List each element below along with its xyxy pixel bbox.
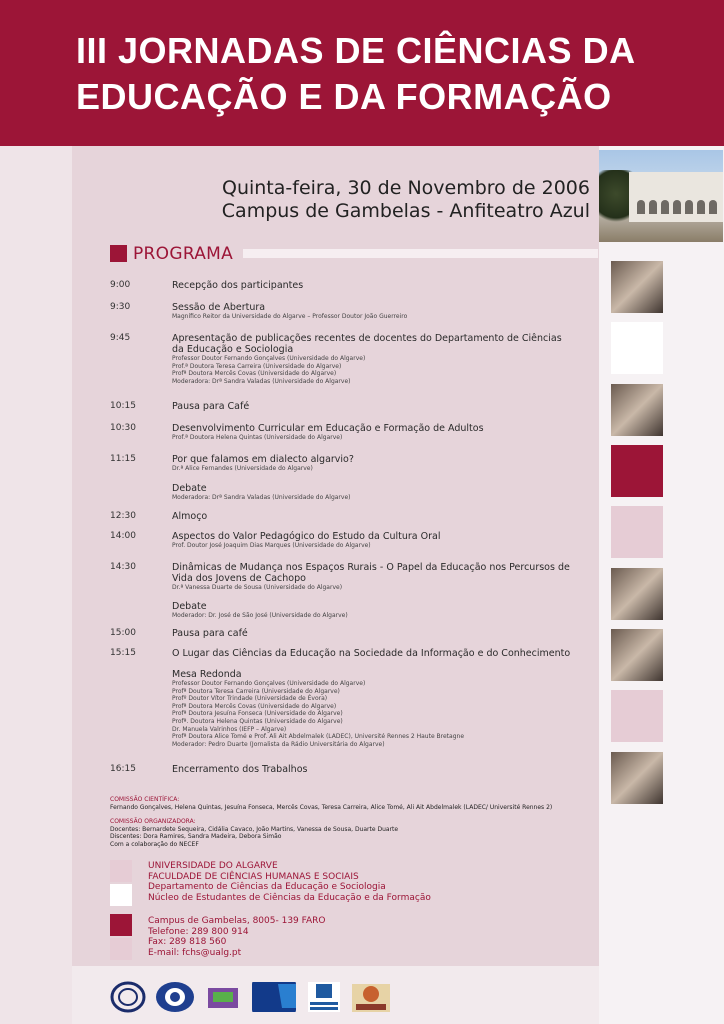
schedule-detail: Dr. Manuela Valrinhos (IEFP – Algarve) bbox=[172, 725, 287, 733]
thumbnail-white bbox=[611, 322, 663, 374]
logo-icon bbox=[252, 980, 296, 1014]
color-square bbox=[110, 884, 132, 906]
organizing-heading: COMISSÃO ORGANIZADORA: bbox=[110, 818, 196, 825]
schedule-title: Apresentação de publicações recentes de docentes do Departamento de Ciências da Educação e Sociologia bbox=[172, 333, 562, 355]
schedule-title: Recepção dos participantes bbox=[172, 280, 304, 291]
schedule-time: 15:15 bbox=[110, 648, 136, 658]
thumbnail-photo bbox=[611, 261, 663, 313]
schedule-time: 14:00 bbox=[110, 531, 136, 541]
title-line-2: EDUCAÇÃO E DA FORMAÇÃO bbox=[76, 76, 612, 117]
schedule-title: Aspectos do Valor Pedagógico do Estudo da Cultura Oral bbox=[172, 531, 441, 542]
thumbnail-pink bbox=[611, 690, 663, 742]
schedule-time: 15:00 bbox=[110, 628, 136, 638]
schedule-detail: Magnífico Reitor da Universidade do Algarve – Professor Doutor João Guerreiro bbox=[172, 313, 408, 320]
page-title bbox=[76, 28, 636, 120]
schedule-time: 16:15 bbox=[110, 764, 136, 774]
organizing-line: Docentes: Bernardete Sequeira, Cidália Cavaco, João Martins, Vanessa de Sousa, Duarte Duarte bbox=[110, 825, 399, 833]
schedule-title: Mesa Redonda bbox=[172, 669, 242, 680]
color-square bbox=[110, 860, 132, 882]
schedule-title: Sessão de Abertura bbox=[172, 302, 266, 313]
schedule-title: Por que falamos em dialecto algarvio? bbox=[172, 454, 354, 465]
schedule-title: O Lugar das Ciências da Educação na Sociedade da Informação e do Conhecimento bbox=[172, 648, 571, 659]
institution-info bbox=[148, 861, 431, 903]
logo-icon bbox=[205, 980, 241, 1014]
student-association: Núcleo de Estudantes de Ciências da Educação e da Formação bbox=[148, 892, 431, 903]
campus-photo bbox=[599, 150, 723, 242]
schedule-detail: Profª Doutora Mercês Covas (Universidade do Algarve) bbox=[172, 370, 337, 378]
thumbnail-accent bbox=[611, 445, 663, 497]
scientific-committee bbox=[110, 796, 552, 811]
schedule-time: 11:15 bbox=[110, 454, 136, 464]
schedule-title: Desenvolvimento Curricular em Educação e Formação de Adultos bbox=[172, 423, 484, 434]
event-venue: Campus de Gambelas - Anfiteatro Azul bbox=[221, 200, 590, 222]
section-divider bbox=[243, 249, 598, 258]
schedule-time: 9:45 bbox=[110, 333, 131, 343]
title-line-1: III JORNADAS DE CIÊNCIAS DA bbox=[76, 30, 636, 71]
left-band bbox=[0, 146, 72, 1024]
schedule-detail: Prof. Doutor José Joaquim Dias Marques (Universidade do Algarve) bbox=[172, 542, 371, 549]
schedule-title: Encerramento dos Trabalhos bbox=[172, 764, 308, 775]
contact-info bbox=[148, 916, 325, 958]
schedule-detail: Moderador: Dr. José de São José (Universidade do Algarve) bbox=[172, 612, 348, 619]
schedule-detail: Profª. Doutora Helena Quintas (Universidade do Algarve) bbox=[172, 717, 343, 725]
schedule-detail: Profª Doutora Jesuína Fonseca (Universidade do Algarve) bbox=[172, 710, 343, 718]
schedule-detail: Prof.ª Doutora Helena Quintas (Universidade do Algarve) bbox=[172, 434, 343, 441]
thumbnail-photo bbox=[611, 568, 663, 620]
logo-icon bbox=[110, 980, 146, 1014]
university-name: UNIVERSIDADE DO ALGARVE bbox=[148, 861, 278, 871]
schedule-detail: Profª Doutora Mercês Covas (Universidade do Algarve) bbox=[172, 702, 337, 710]
scientific-heading: COMISSÃO CIENTÍFICA: bbox=[110, 796, 180, 803]
contact-address: Campus de Gambelas, 8005- 139 FARO bbox=[148, 916, 326, 926]
faculty-name: FACULDADE DE CIÊNCIAS HUMANAS E SOCIAIS bbox=[148, 871, 359, 882]
schedule-detail: Moderadora: Drª Sandra Valadas (Universidade do Algarve) bbox=[172, 377, 351, 385]
thumbnail-photo bbox=[611, 384, 663, 436]
schedule-title: Pausa para Café bbox=[172, 401, 250, 412]
department-name: Departamento de Ciências da Educação e Sociologia bbox=[148, 882, 386, 892]
logo-icon bbox=[350, 980, 392, 1014]
organizing-line: Discentes: Dora Ramires, Sandra Madeira, Debora Simão bbox=[110, 833, 282, 840]
schedule-time: 9:30 bbox=[110, 302, 131, 312]
schedule-time: 14:30 bbox=[110, 562, 136, 572]
schedule-detail: Profª Doutora Teresa Carreira (Universidade do Algarve) bbox=[172, 687, 340, 695]
schedule-time: 12:30 bbox=[110, 511, 136, 521]
schedule-time: 9:00 bbox=[110, 280, 131, 290]
scientific-members: Fernando Gonçalves, Helena Quintas, Jesuína Fonseca, Mercês Covas, Teresa Carreira, Alice Tomé, Ali Ait Abdelmalek (LADEC/ Université Rennes 2) bbox=[110, 803, 553, 811]
event-info bbox=[140, 177, 590, 223]
schedule-time: 10:30 bbox=[110, 423, 136, 433]
schedule-time: 10:15 bbox=[110, 401, 136, 411]
contact-phone: Telefone: 289 800 914 bbox=[148, 926, 249, 937]
contact-email[interactable]: E-mail: fchs@ualg.pt bbox=[148, 947, 242, 958]
logo-icon bbox=[155, 980, 195, 1014]
thumbnail-photo bbox=[611, 752, 663, 804]
logo-icon bbox=[306, 980, 342, 1014]
schedule-title: Debate bbox=[172, 601, 207, 612]
schedule-detail: Profª Doutora Alice Tomé e Prof. Ali Ait Abdelmalek (LADEC), Université Rennes 2 Haute Bretagne bbox=[172, 733, 465, 741]
color-square bbox=[110, 938, 132, 960]
schedule-title: Debate bbox=[172, 483, 207, 494]
schedule-detail: Professor Doutor Fernando Gonçalves (Universidade do Algarve) bbox=[172, 680, 366, 687]
schedule-detail: Dr.ª Vanessa Duarte de Sousa (Universidade do Algarve) bbox=[172, 584, 343, 591]
thumbnail-photo bbox=[611, 629, 663, 681]
section-title: PROGRAMA bbox=[133, 244, 234, 264]
schedule-detail: Professor Doutor Fernando Gonçalves (Universidade do Algarve) bbox=[172, 355, 366, 362]
section-marker bbox=[110, 245, 127, 262]
schedule-detail: Moderador: Pedro Duarte (Jornalista da Rádio Universitária do Algarve) bbox=[172, 740, 385, 748]
schedule-detail: Profº Doutor Vítor Trindade (Universidade de Évora) bbox=[172, 695, 328, 703]
schedule-title: Pausa para café bbox=[172, 628, 248, 639]
schedule-title: Dinâmicas de Mudança nos Espaços Rurais - O Papel da Educação nos Percursos de Vida dos Jovens de Cachopo bbox=[172, 562, 570, 584]
organizing-committee bbox=[110, 818, 398, 848]
contact-fax: Fax: 289 818 560 bbox=[148, 937, 227, 947]
thumbnail-pink bbox=[611, 506, 663, 558]
event-date: Quinta-feira, 30 de Novembro de 2006 bbox=[221, 177, 590, 199]
schedule-detail: Dr.ª Alice Fernandes (Universidade do Algarve) bbox=[172, 465, 313, 472]
schedule-detail: Moderadora: Drª Sandra Valadas (Universidade do Algarve) bbox=[172, 494, 351, 501]
color-square bbox=[110, 914, 132, 936]
schedule-title: Almoço bbox=[172, 511, 208, 522]
schedule-detail: Prof.ª Doutora Teresa Carreira (Universidade do Algarve) bbox=[172, 362, 342, 370]
organizing-line: Com a colaboração do NECEF bbox=[110, 840, 199, 848]
